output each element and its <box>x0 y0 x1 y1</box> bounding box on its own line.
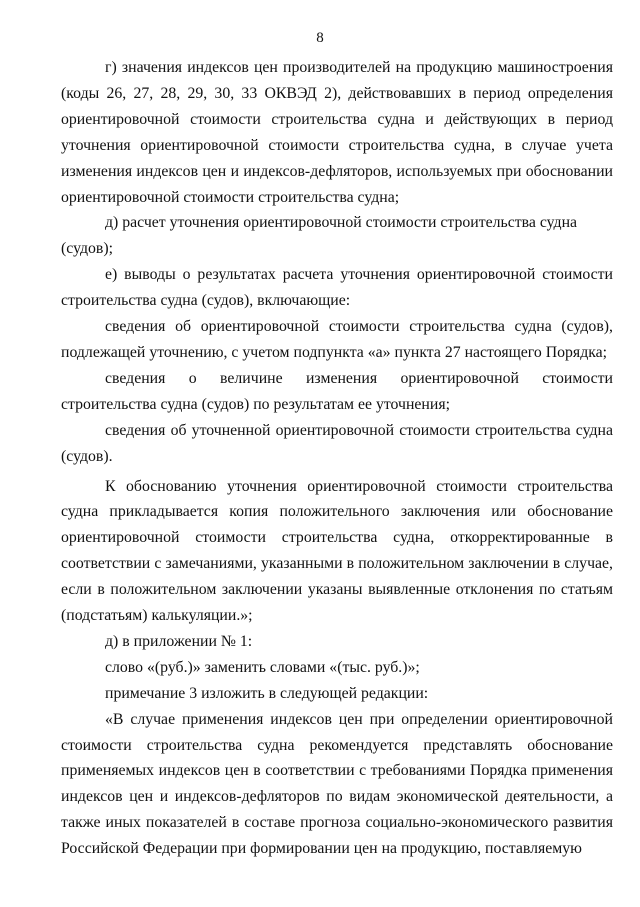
document-body <box>61 55 613 862</box>
paragraph-info-cost-to-refine: сведения об ориентировочной стоимости строительства судна (судов), подлежащей уточнению, с учетом подпункта «а» пункта 27 настоящего Порядка; <box>61 318 613 361</box>
paragraph-e-conclusions: е) выводы о результатах расчета уточнения ориентировочной стоимости строительства судна (судов), включающие: <box>61 266 613 310</box>
paragraph-appendix-1: д) в приложении № 1: <box>105 632 253 650</box>
paragraph-attachments: К обоснованию уточнения ориентировочной стоимости строительства судна прикладывается копия положительного заключения или обоснование ориентировочной стоимости строительства судна, откорректированные в соответствии с замечаниями, указанными в положительном заключении в случае, если в положительном заключении указаны выявленные отклонения по статьям (подстатьям) калькуляции.»; <box>61 477 613 625</box>
paragraph-note-3-text: «В случае применения индексов цен при определении ориентировочной стоимости строительства судна рекомендуется представлять обоснование применяемых индексов цен в соответствии с требованиями Порядка применения индексов цен и индексов-дефляторов по видам экономической деятельности, а также иных показателей в составе прогноза социально-экономического развития Российской Федерации при формировании цен на продукцию, поставляемую <box>61 710 613 858</box>
paragraph-g-price-indices: г) значения индексов цен производителей на продукцию машиностроения (коды 26, 27, 28, 29, 30, 33 ОКВЭД 2), действовавших в период определения ориентировочной стоимости строительства судна и действующих в период уточнения ориентировочной стоимости строительства судна, в случае учета изменения индексов цен и индексов-дефляторов, используемых при обосновании ориентировочной стоимости строительства судна; <box>61 59 613 206</box>
paragraph-info-refined-cost: сведения об уточненной ориентировочной стоимости строительства судна (судов). <box>61 421 613 465</box>
paragraph-info-cost-change: сведения о величине изменения ориентировочной стоимости строительства судна (судов) по результатам ее уточнения; <box>61 369 613 413</box>
paragraph-d-calculation: д) расчет уточнения ориентировочной стоимости строительства судна (судов); <box>61 214 578 258</box>
paragraph-note-3: примечание 3 изложить в следующей редакции: <box>105 684 429 702</box>
page-number: 8 <box>316 30 324 46</box>
paragraph-replace-word: слово «(руб.)» заменить словами «(тыс. руб.)»; <box>105 658 420 676</box>
